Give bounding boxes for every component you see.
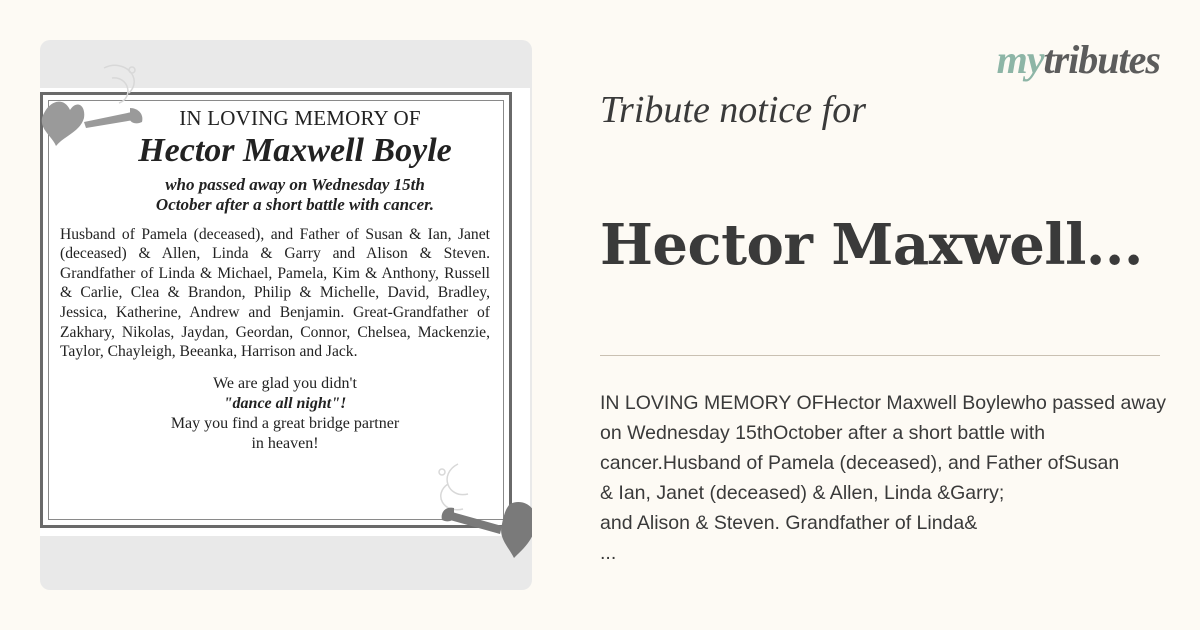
notice-heading: IN LOVING MEMORY OF bbox=[179, 106, 421, 130]
notice-clipping bbox=[40, 88, 530, 536]
excerpt-line: & Ian, Janet (deceased) & Allen, Linda &Garry; bbox=[600, 482, 1005, 504]
excerpt-line: and Alison & Steven. Grandfather of Linda& bbox=[600, 512, 978, 534]
notice-excerpt bbox=[600, 388, 1200, 568]
trumpet-angel-icon bbox=[418, 454, 532, 564]
notice-image[interactable] bbox=[40, 40, 532, 590]
page-title: Hector Maxwell... bbox=[600, 212, 1143, 278]
notice-subheading bbox=[40, 175, 520, 215]
page-subtitle: Tribute notice for bbox=[600, 89, 866, 131]
excerpt-line: cancer.Husband of Pamela (deceased), and Father ofSusan bbox=[600, 452, 1120, 474]
notice-closing-quote: "dance all night"! bbox=[223, 394, 347, 412]
brand-logo-my: my bbox=[996, 37, 1044, 82]
notice-closing-line: May you find a great bridge partner bbox=[170, 414, 400, 432]
excerpt-line: ... bbox=[600, 542, 617, 564]
notice-closing-line: in heaven! bbox=[251, 434, 319, 452]
notice-subheading-line: October after a short battle with cancer. bbox=[155, 194, 435, 214]
brand-logo-tributes: tributes bbox=[1043, 37, 1160, 82]
notice-closing-line bbox=[50, 394, 520, 414]
notice-body: Husband of Pamela (deceased), and Father of Susan & Ian, Janet (deceased) & Allen, Linda & Garry and Alison & Steven. Grandfather of Linda & Michael, Pamela, Kim & Anthony, Russell & Carlie, Clea & Brandon, Philip & Michelle, David, Bradley, Jessica, Katherine, Andrew and Benjamin. Great-Grandfather of Zakhary, Nikolas, Jaydan, Geordan, Connor, Chelsea, Mackenzie, Taylor, Chayleigh, Beeanka, Harrison and Jack. bbox=[60, 225, 490, 361]
notice-content bbox=[40, 106, 520, 454]
notice-name: Hector Maxwell Boyle bbox=[138, 132, 452, 169]
excerpt-line: IN LOVING MEMORY OFHector Maxwell Boylewho passed away bbox=[600, 392, 1167, 414]
brand-logo[interactable] bbox=[997, 36, 1160, 83]
notice-closing-line: We are glad you didn't bbox=[213, 374, 357, 392]
excerpt-line: on Wednesday 15thOctober after a short battle with bbox=[600, 422, 1046, 444]
notice-closing bbox=[40, 374, 520, 454]
divider bbox=[600, 355, 1160, 356]
notice-subheading-line: who passed away on Wednesday 15th bbox=[165, 174, 425, 194]
